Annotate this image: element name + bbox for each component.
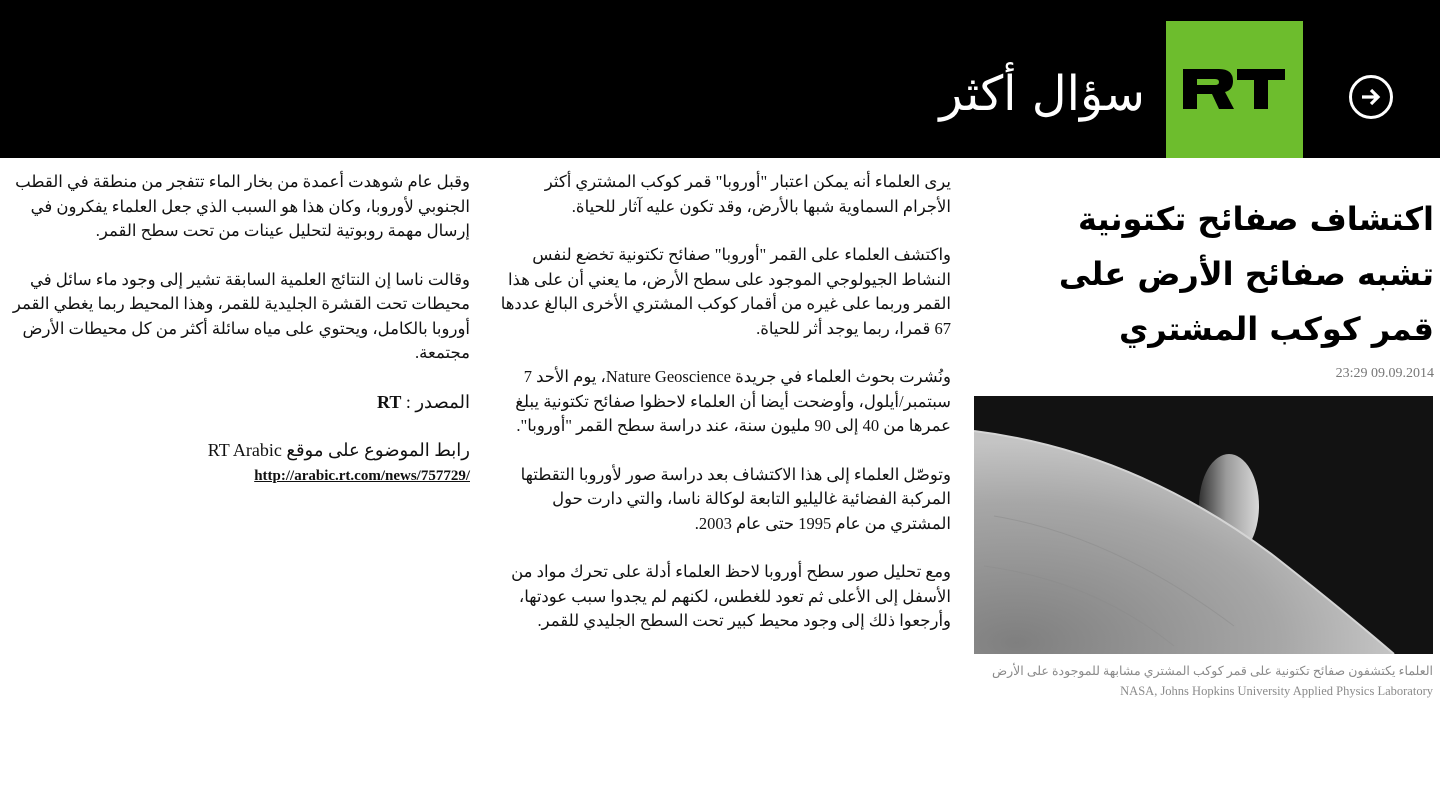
link-label: رابط الموضوع على موقع xyxy=(286,440,470,460)
europa-jupiter-photo xyxy=(974,396,1433,654)
body-paragraph: واكتشف العلماء على القمر "أوروبا" صفائح تكتونية تخضع لنفس النشاط الجيولوجي الموجود على سطح الأرض، ما يعني أن على هذا القمر وربما على غيره من أقمار كوكب المشتري الأخرى البالغ عددها 67 قمرا، ربما يوجد أثر للحياة. xyxy=(500,245,951,338)
source-link-row xyxy=(8,463,470,489)
rt-logo[interactable] xyxy=(1166,21,1303,158)
body-paragraph: يرى العلماء أنه يمكن اعتبار "أوروبا" قمر كوكب المشتري أكثر الأجرام السماوية شبها بالأرض، وقد تكون عليه آثار للحياة. xyxy=(544,172,951,216)
caption-credit: NASA, Johns Hopkins University Applied Physics Laboratory xyxy=(1120,684,1433,698)
source-link[interactable]: http://arabic.rt.com/news/757729/ xyxy=(254,467,470,484)
arrow-right-circle-icon xyxy=(1359,85,1383,109)
app-title: سؤال أكثر xyxy=(939,66,1145,122)
article-title: اكتشاف صفائح تكتونية تشبه صفائح الأرض على قمر كوكب المشتري xyxy=(1058,200,1434,348)
link-site: RT Arabic xyxy=(207,440,282,460)
body-paragraph: وتوصّل العلماء إلى هذا الاكتشاف بعد دراسة صور لأوروبا التقطتها المركبة الفضائية غاليليو التابعة لوكالة ناسا، والتي دارت حول المشتري من عام 1995 حتى عام 2003. xyxy=(520,464,951,533)
body-paragraph: وقالت ناسا إن النتائج العلمية السابقة تشير إلى وجود ماء سائل في محيطات تحت القشرة الجليدية للقمر، وهذا المحيط ربما يغطي القمر أوروبا بالكامل، ويحتوي على مياه سائلة أكثر من كل محيطات الأرض مجتمعة. xyxy=(12,269,470,362)
body-paragraph: وقبل عام شوهدت أعمدة من بخار الماء تتفجر من منطقة في القطب الجنوبي لأوروبا، وكان هذا هو السبب الذي جعل العلماء يفكرون في إرسال مهمة روبوتية لتحليل عينات من تحت سطح القمر. xyxy=(15,172,470,240)
app-header xyxy=(0,0,1440,158)
body-paragraph: ومع تحليل صور سطح أوروبا لاحظ العلماء أدلة على تحرك مواد من الأسفل إلى الأعلى ثم تعود للغطس، لكنهم لم يجدوا سبب عودتها، وأرجعوا ذلك إلى وجود محيط كبير تحت السطح الجليدي للقمر. xyxy=(511,562,951,630)
link-line xyxy=(8,438,470,463)
article-date: 23:29 09.09.2014 xyxy=(1335,366,1434,381)
article-body-left xyxy=(8,170,470,488)
caption-line-1: العلماء يكتشفون صفائح تكتونية على قمر كوكب المشتري مشابهة للموجودة على الأرض xyxy=(991,664,1433,678)
source-label: المصدر : xyxy=(405,391,470,412)
image-caption xyxy=(974,661,1433,701)
rt-logo-mark xyxy=(1183,69,1285,109)
article-image[interactable] xyxy=(974,396,1433,654)
forward-arrow-button[interactable] xyxy=(1349,75,1393,119)
source-line xyxy=(8,390,470,415)
body-paragraph: ونُشرت بحوث العلماء في جريدة Nature Geoscience، يوم الأحد 7 سبتمبر/أيلول، وأوضحت أيضا أن العلماء لاحظوا صفائح تكتونية يبلغ عمرها من 40 إلى 90 مليون سنة، عند دراسة سطح القمر "أوروبا". xyxy=(515,367,951,435)
source-name: RT xyxy=(376,391,402,412)
article-body-middle xyxy=(495,170,951,658)
